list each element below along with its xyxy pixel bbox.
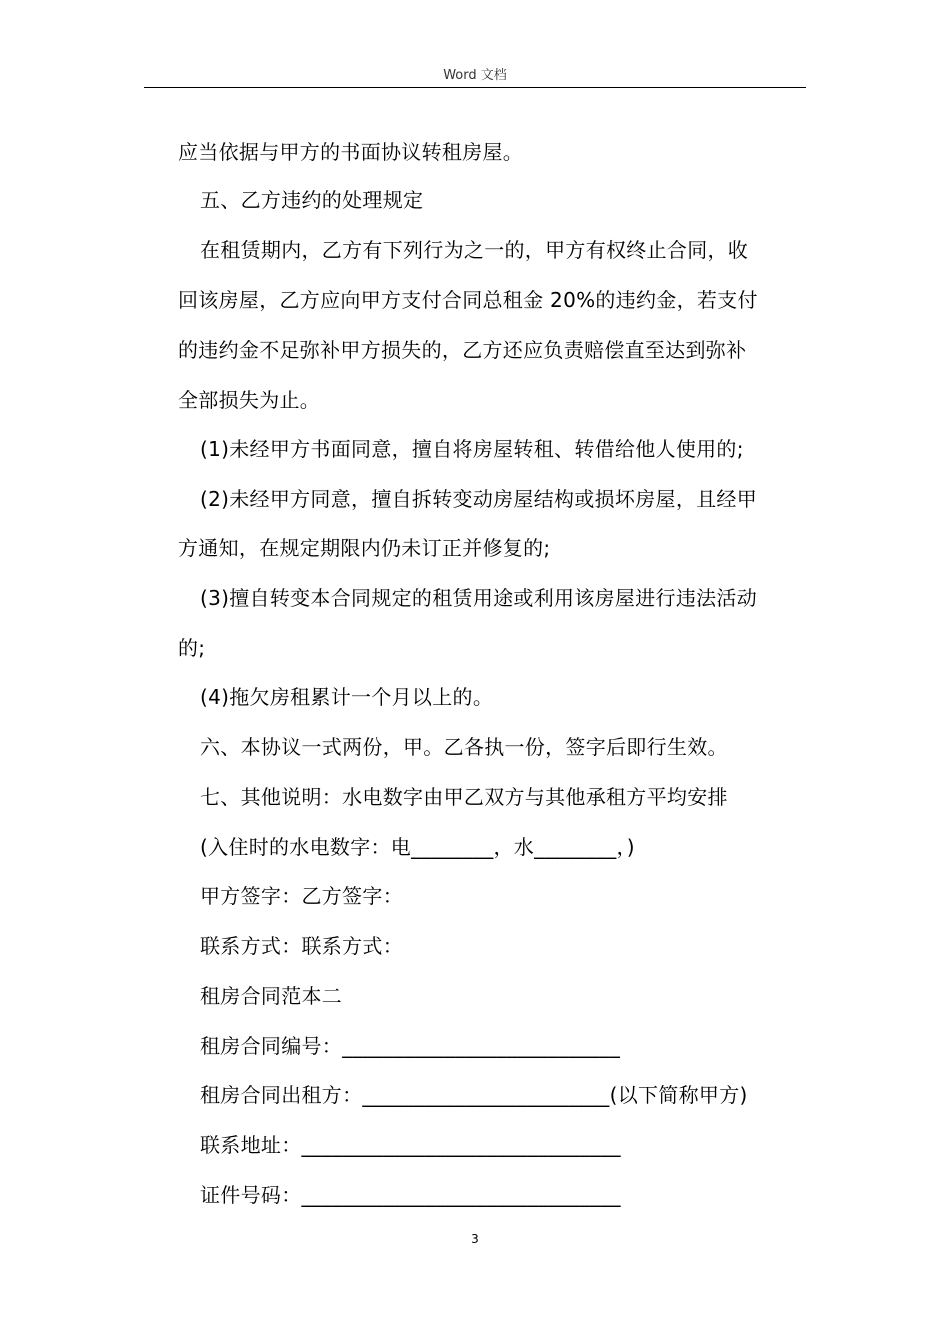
body-line-21: 联系地址：_______________________________ <box>200 1133 621 1157</box>
header-title: Word 文档 <box>443 68 507 83</box>
body-line-14: 七、其他说明：水电数字由甲乙双方与其他承租方平均安排 <box>200 785 728 809</box>
body-line-17: 联系方式：联系方式： <box>200 934 403 958</box>
body-line-8: (2)未经甲方同意，擅自拆转变动房屋结构或损坏房屋，且经甲 <box>200 487 758 511</box>
body-line-15: (入住时的水电数字：电________，水________，) <box>200 835 635 859</box>
body-line-6: 全部损失为止。 <box>178 388 321 412</box>
body-line-9: 方通知，在规定期限内仍未订正并修复的; <box>178 536 551 560</box>
body-line-22: 证件号码：_______________________________ <box>200 1183 621 1207</box>
body-line-4: 回该房屋，乙方应向甲方支付合同总租金 20%的违约金，若支付 <box>178 288 758 312</box>
body-line-20: 租房合同出租方：________________________(以下简称甲方) <box>200 1083 748 1107</box>
body-line-19: 租房合同编号：___________________________ <box>200 1034 621 1058</box>
body-line-16: 甲方签字：乙方签字： <box>200 884 403 908</box>
header-divider <box>144 87 806 88</box>
body-line-7: (1)未经甲方书面同意，擅自将房屋转租、转借给他人使用的; <box>200 437 744 461</box>
body-line-5: 的违约金不足弥补甲方损失的，乙方还应负责赔偿直至达到弥补 <box>178 338 747 362</box>
body-line-10: (3)擅自转变本合同规定的租赁用途或利用该房屋进行违法活动 <box>200 586 758 610</box>
page-number: 3 <box>471 1232 479 1246</box>
body-line-11: 的; <box>178 636 206 660</box>
body-line-18: 租房合同范本二 <box>200 984 343 1008</box>
body-line-13: 六、本协议一式两份，甲。乙各执一份，签字后即行生效。 <box>200 735 728 759</box>
body-line-1: 应当依据与甲方的书面协议转租房屋。 <box>178 140 524 164</box>
body-line-12: (4)拖欠房租累计一个月以上的。 <box>200 685 494 709</box>
body-line-2: 五、乙方违约的处理规定 <box>200 188 424 212</box>
body-line-3: 在租赁期内，乙方有下列行为之一的，甲方有权终止合同，收 <box>200 238 749 262</box>
